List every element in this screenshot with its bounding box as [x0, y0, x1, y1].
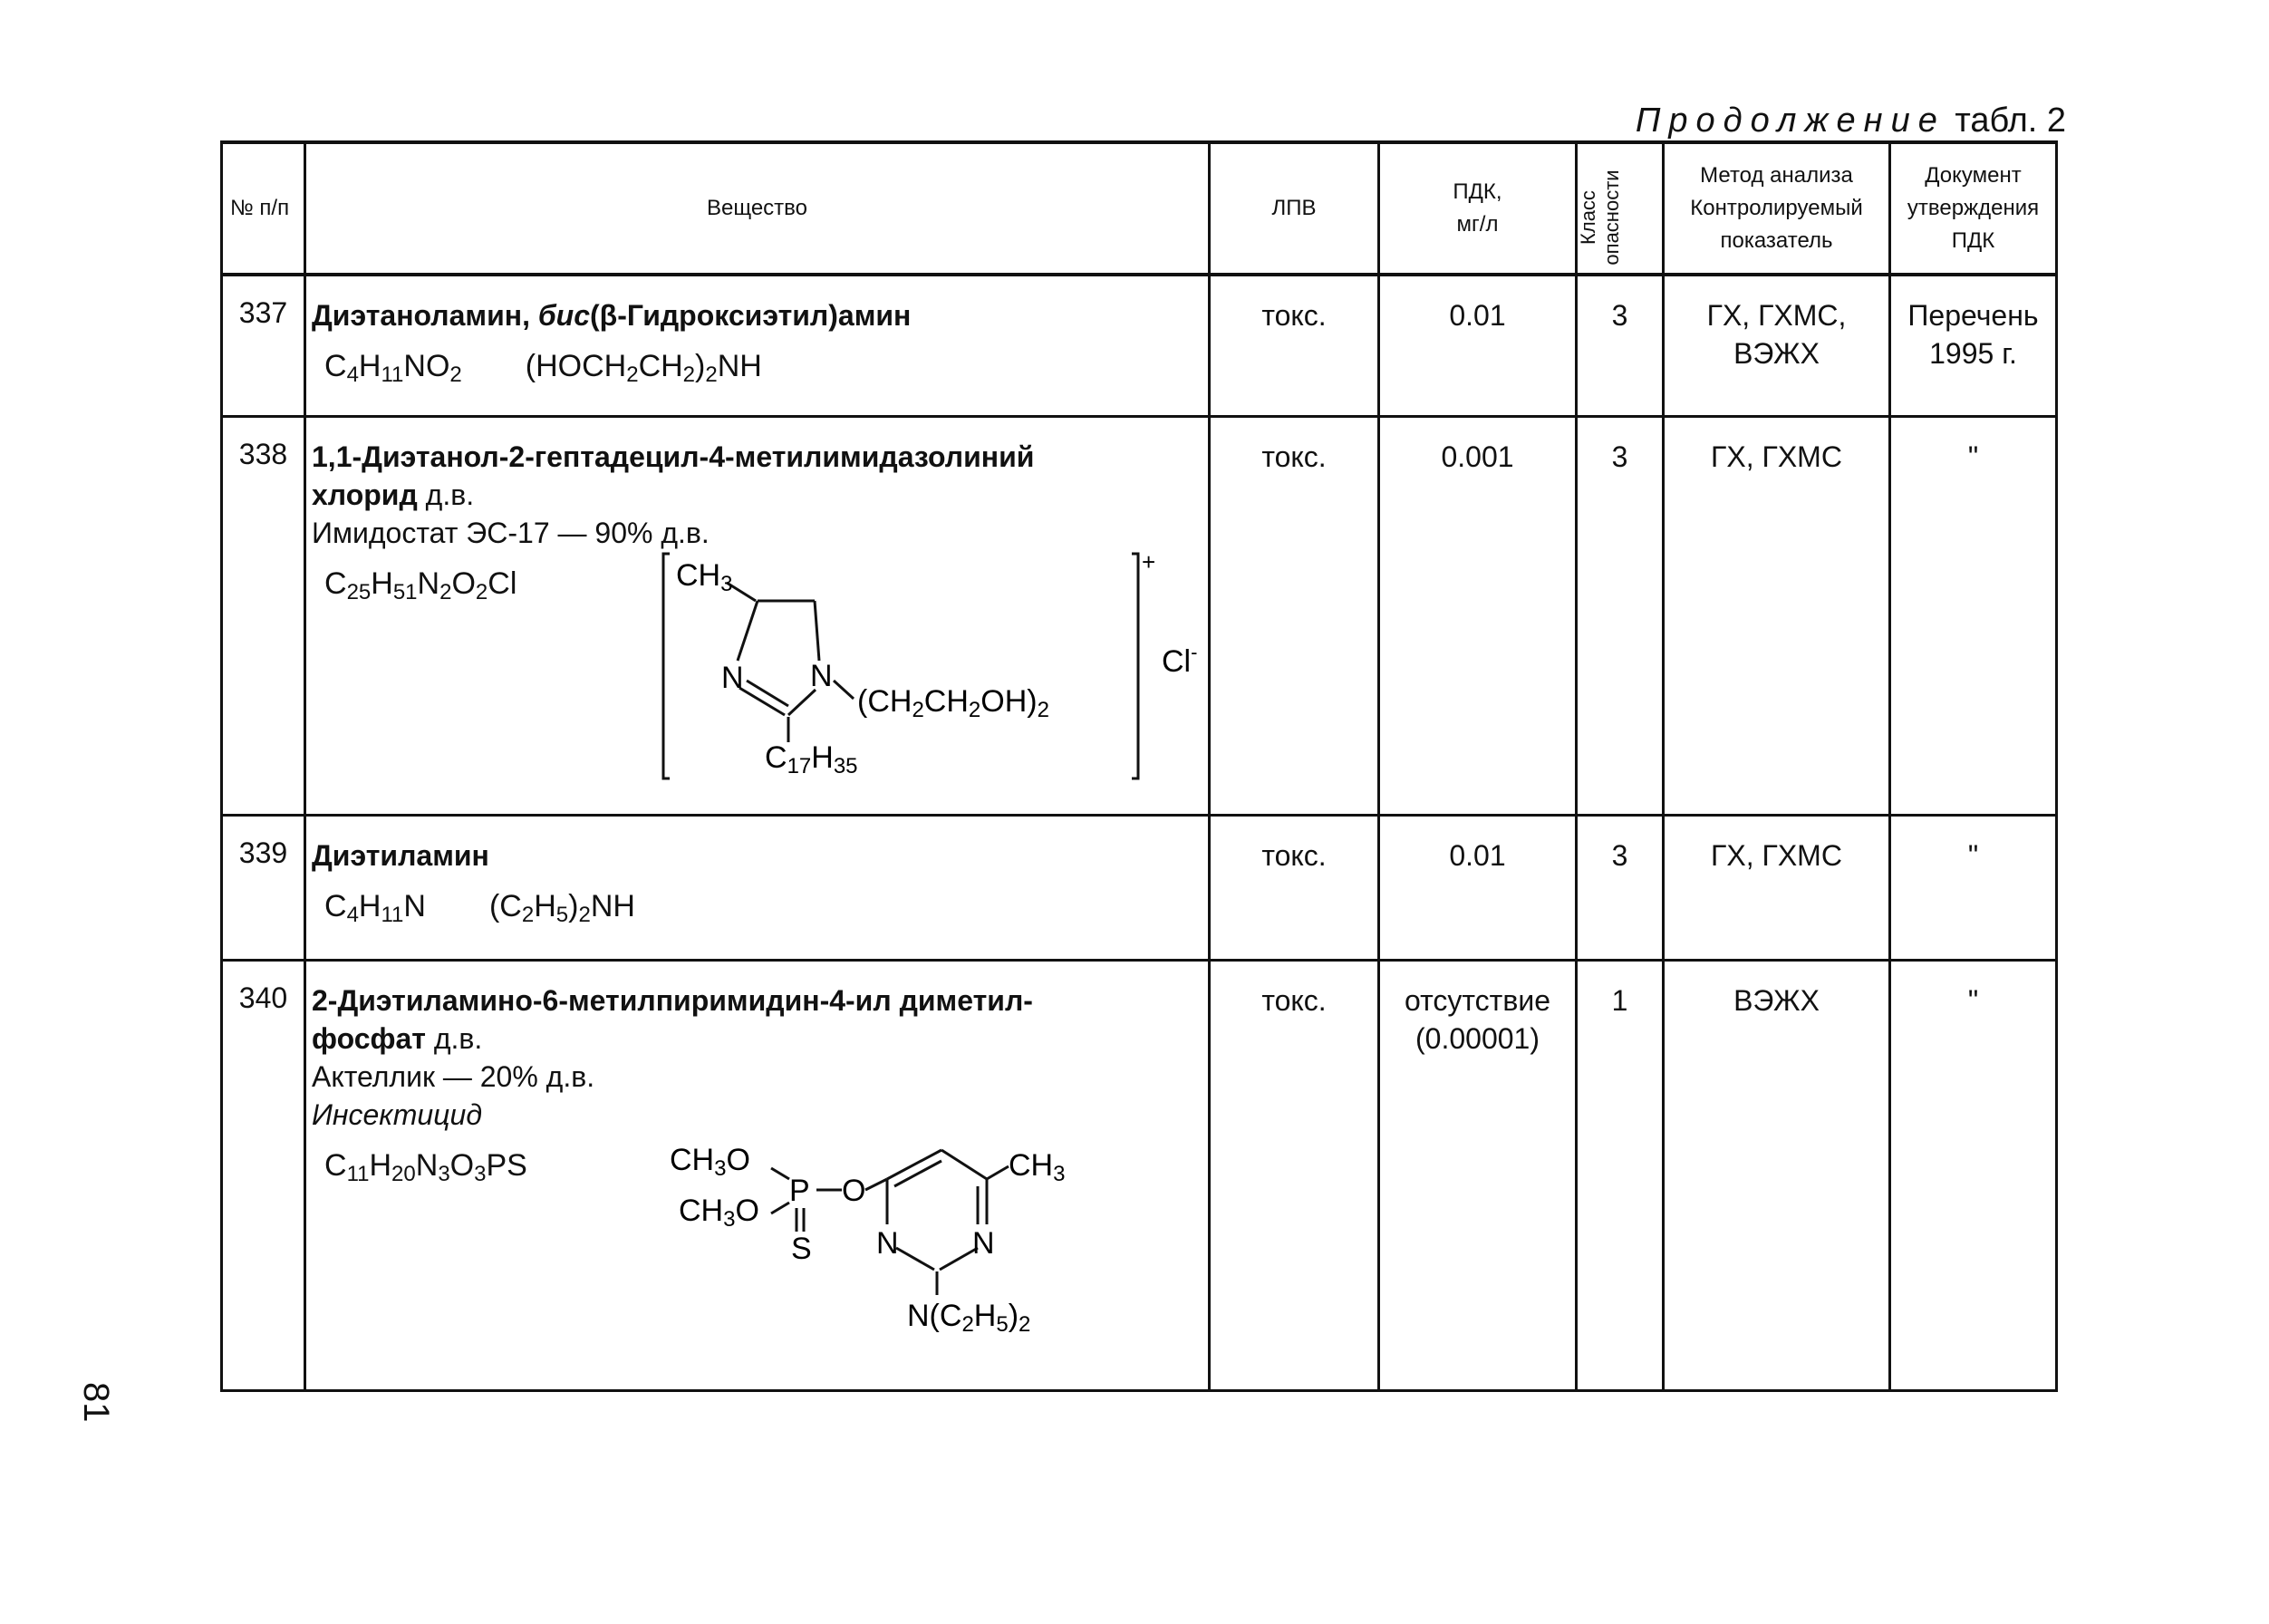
header-doc-line1: Документ [1925, 163, 2022, 188]
pdk-value: 0.01 [1379, 815, 1577, 960]
n-ring-right: N [972, 1225, 995, 1261]
substance-name-line2 [312, 1020, 1208, 1058]
name-part: (β-Гидроксиэтил)амин [590, 299, 912, 332]
header-lpv: ЛПВ [1210, 142, 1379, 275]
lpv-value: токс. [1210, 960, 1379, 1390]
ch3-ring-label: CH3 [1009, 1147, 1066, 1186]
och3-bottom-label: CH3O [679, 1193, 759, 1232]
table-row [222, 275, 2057, 416]
nethyl-label: N(C2H5)2 [907, 1298, 1031, 1337]
method-value [1664, 275, 1890, 416]
imidazolinium-structure [656, 545, 1200, 789]
pdk-value: 0.01 [1379, 275, 1577, 416]
doc-value: " [1890, 960, 2057, 1390]
structure-area [312, 1134, 1208, 1351]
substance-cell [305, 815, 1210, 960]
header-doc-line2: утверждения [1907, 196, 2040, 220]
header-substance: Вещество [305, 142, 1210, 275]
pdk-value [1379, 960, 1577, 1390]
pdk-line: отсутствие [1404, 983, 1550, 1017]
row-number: 338 [222, 416, 305, 815]
header-method-line1: Метод анализа [1700, 163, 1853, 188]
p-label: P [789, 1173, 810, 1208]
table-row [222, 960, 2057, 1390]
och3-top-label: CH3O [670, 1142, 750, 1181]
doc-line: 1995 г. [1929, 337, 2017, 370]
header-method-line2: Контролируемый [1690, 196, 1863, 220]
charge-plus: + [1142, 547, 1156, 575]
substance-name-line2 [312, 476, 1208, 514]
header-class-line1: Класс [1577, 190, 1599, 245]
structure-area [312, 547, 1208, 788]
method-line: ВЭЖХ [1733, 337, 1820, 370]
pdk-line: (0.00001) [1415, 1021, 1540, 1055]
substituent-label: (CH2CH2OH)2 [857, 683, 1049, 722]
method-value: ГХ, ГХМС [1664, 416, 1890, 815]
name-part: фосфат [312, 1021, 426, 1055]
doc-value [1890, 275, 2057, 416]
class-value: 3 [1577, 815, 1664, 960]
header-class [1577, 142, 1664, 275]
n-left-label: N [721, 660, 744, 695]
name-italic: бис [537, 299, 590, 332]
substance-name [312, 296, 1208, 334]
substance-cell [305, 960, 1210, 1390]
substance-cell [305, 275, 1210, 416]
doc-line: Перечень [1907, 299, 2039, 332]
lpv-value: токс. [1210, 416, 1379, 815]
name-part: Диэтаноламин, [312, 299, 538, 332]
header-pdk-line2: мг/л [1456, 212, 1499, 237]
substance-name-line1: 1,1-Диэтанол-2-гептадецил-4-метилимидазолиний [312, 440, 1035, 473]
header-pdk [1379, 142, 1577, 275]
substance-note: Имидостат ЭС-17 — 90% д.в. [312, 516, 710, 549]
header-num: № п/п [222, 142, 305, 275]
chemical-formula: $C_4H_{11}N$ $(C_2H_5)_2NH$ [324, 888, 635, 927]
header-doc-line3: ПДК [1951, 228, 1995, 253]
header-method-line3: показатель [1720, 228, 1833, 253]
chemical-formula: $C_{11}H_{20}N_3O_3PS$ [324, 1147, 527, 1186]
bracket-left [663, 554, 670, 778]
n-ring-left: N [876, 1225, 899, 1261]
substance-name: Диэтиламин [312, 838, 489, 872]
s-label: S [791, 1231, 812, 1266]
table-caption [1540, 102, 2066, 140]
class-value: 1 [1577, 960, 1664, 1390]
name-part: хлорид [312, 478, 418, 511]
header-doc [1890, 142, 2057, 275]
method-line: ГХ, ГХМС, [1706, 299, 1847, 332]
n-right-label: N [810, 658, 833, 693]
method-value: ВЭЖХ [1664, 960, 1890, 1390]
name-suffix: д.в. [425, 1021, 483, 1055]
pdk-value: 0.001 [1379, 416, 1577, 815]
ch3-label: CH3 [676, 557, 733, 596]
lpv-value: токс. [1210, 815, 1379, 960]
lpv-value: токс. [1210, 275, 1379, 416]
substance-cell [305, 416, 1210, 815]
row-number: 340 [222, 960, 305, 1390]
header-pdk-line1: ПДК, [1453, 179, 1502, 204]
header-method [1664, 142, 1890, 275]
c17h35-label: C17H35 [765, 740, 858, 778]
bracket-right [1132, 554, 1138, 778]
doc-value: " [1890, 416, 2057, 815]
header-class-line2: опасности [1600, 169, 1623, 266]
name-suffix: д.в. [417, 478, 475, 511]
doc-value: " [1890, 815, 2057, 960]
row-number: 337 [222, 275, 305, 416]
table-header-row [222, 142, 2057, 275]
header-class-vertical [1577, 154, 1624, 281]
o-label: O [842, 1173, 866, 1208]
method-value: ГХ, ГХМС [1664, 815, 1890, 960]
substance-note: Актеллик — 20% д.в. [312, 1059, 595, 1093]
table-row [222, 416, 2057, 815]
chemical-formula: $C_4H_{11}NO_2$ $(HOCH_2CH_2)_2NH$ [324, 349, 762, 387]
page-number: 81 [76, 1382, 116, 1423]
chloride-label: Cl- [1162, 640, 1198, 679]
chemical-formula: $C_{25}H_{51}N_2O_2Cl$ [324, 566, 517, 604]
row-number: 339 [222, 815, 305, 960]
substances-table [220, 140, 2058, 1392]
caption-table-ref: табл. 2 [1945, 102, 2066, 140]
substance-category: Инсектицид [312, 1097, 482, 1131]
table-row [222, 815, 2057, 960]
caption-continuation: Продолжение [1635, 102, 1946, 140]
pirimiphos-methyl-structure [670, 1134, 1177, 1351]
class-value: 3 [1577, 416, 1664, 815]
class-value: 3 [1577, 275, 1664, 416]
substance-name-line1: 2-Диэтиламино-6-метилпиримидин-4-ил диметил- [312, 983, 1033, 1017]
